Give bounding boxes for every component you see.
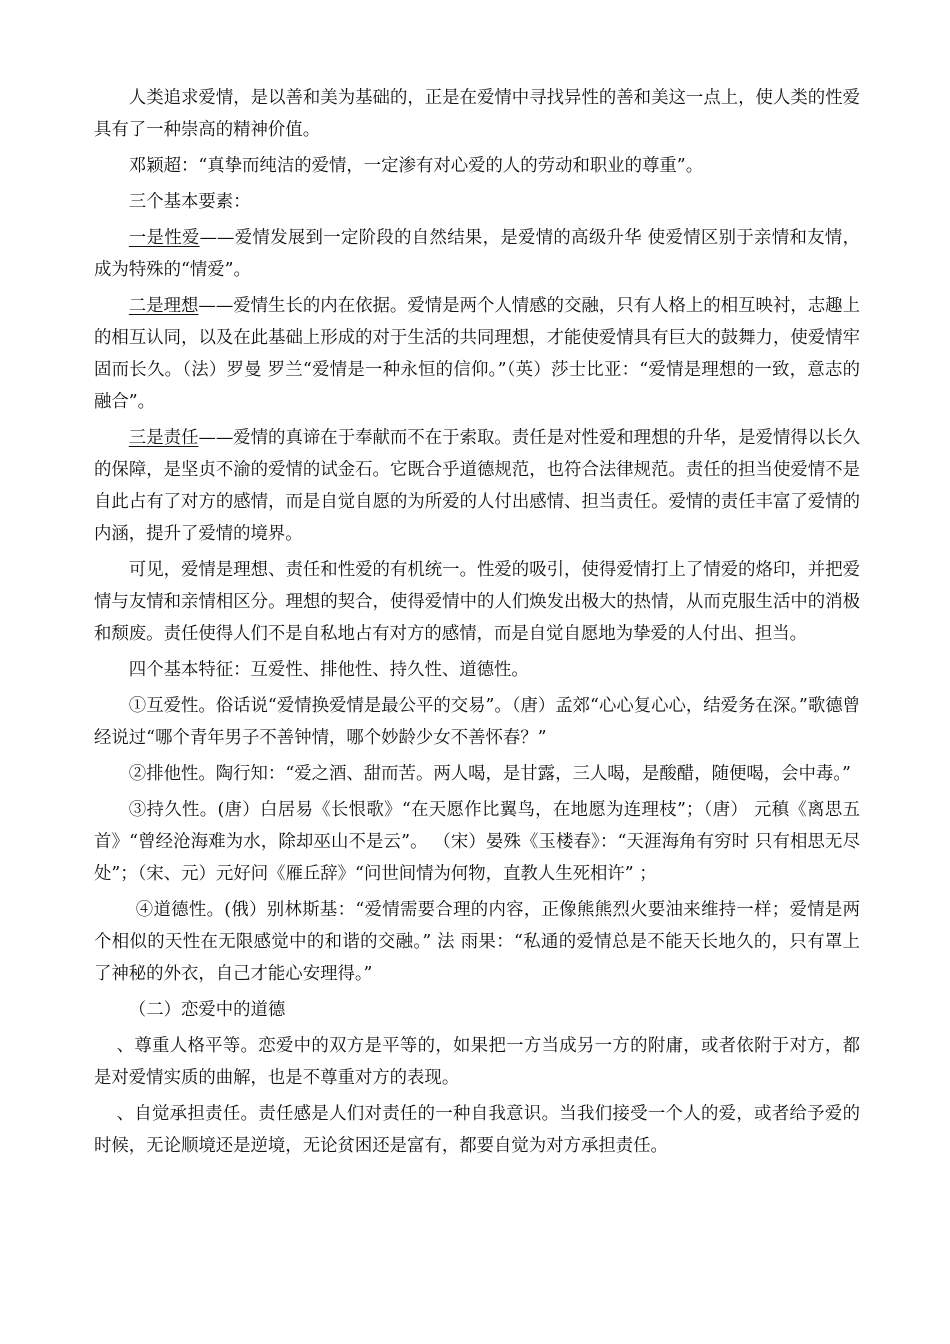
paragraph-element-sexual-love bbox=[94, 222, 860, 286]
paragraph-unity-summary: 可见，爱情是理想、责任和性爱的有机统一。性爱的吸引，使得爱情打上了情爱的烙印，并把爱情与友情和亲情相区分。理想的契合，使得爱情中的人们焕发出极大的热情，从而克服生活中的消极和颓废。责任使得人们不是自私地占有对方的感情，而是自觉自愿地为挚爱的人付出、担当。 bbox=[94, 560, 860, 644]
element-responsibility-text: ——爱情的真谛在于奉献而不在于索取。责任是对性爱和理想的升华，是爱情得以长久的保障，是坚贞不渝的爱情的试金石。它既合乎道德规范，也符合法律规范。责任的担当使爱情不是自此占有了对方的感情，而是自觉自愿的为所爱的人付出感情、担当责任。爱情的责任丰富了爱情的内涵，提升了爱情的境界。 bbox=[94, 428, 860, 544]
section-heading-love-morality: （二）恋爱中的道德 bbox=[128, 1000, 286, 1020]
paragraph-four-features-heading: 四个基本特征：互爱性、排他性、持久性、道德性。 bbox=[128, 660, 529, 680]
paragraph-deng-yingchao-quote: 邓颖超：“真挚而纯洁的爱情，一定渗有对心爱的人的劳动和职业的尊重”。 bbox=[128, 156, 704, 176]
paragraph-feature-lasting: ③持久性。(唐）白居易《长恨歌》“在天愿作比翼鸟，在地愿为连理枝”；（唐） 元稹《离思五首》“曾经沧海难为水，除却巫山不是云”。 （宋）晏殊《玉楼春》：“天涯海角有穷时 只有相思无尽处”；（宋、元）元好问《雁丘辞》“问世间情为何物，直教人生死相许” ； bbox=[94, 800, 860, 884]
element-sexual-love-label: 一是性爱 bbox=[128, 228, 200, 248]
paragraph-three-elements-heading: 三个基本要素： bbox=[128, 192, 251, 212]
paragraph-element-responsibility bbox=[94, 422, 860, 550]
paragraph-respect-equality: 、尊重人格平等。恋爱中的双方是平等的，如果把一方当成另一方的附庸，或者依附于对方，都是对爱情实质的曲解，也是不尊重对方的表现。 bbox=[94, 1036, 860, 1088]
element-sexual-love-text: ——爱情发展到一定阶段的自然结果，是爱情的高级升华 使爱情区别于亲情和友情，成为特殊的“情爱”。 bbox=[94, 228, 860, 280]
element-responsibility-label: 三是责任 bbox=[128, 428, 199, 448]
element-ideal-text: ——爱情生长的内在依据。爱情是两个人情感的交融，只有人格上的相互映衬，志趣上的相互认同，以及在此基础上形成的对于生活的共同理想，才能使爱情具有巨大的鼓舞力，使爱情牢固而长久。（法）罗曼 罗兰“爱情是一种永恒的信仰。”（英）莎士比亚：“爱情是理想的一致，意志的融合”。 bbox=[94, 296, 860, 412]
paragraph-element-ideal bbox=[94, 290, 860, 418]
paragraph-feature-moral: ④道德性。(俄）别林斯基：“爱情需要合理的内容，正像熊熊烈火要油来维持一样；爱情是两个相似的天性在无限感觉中的和谐的交融。” 法 雨果：“私通的爱情总是不能天长地久的，只有罩上了神秘的外衣，自己才能心安理得。” bbox=[94, 900, 860, 984]
element-ideal-label: 二是理想 bbox=[128, 296, 199, 316]
paragraph-pursuit-of-love: 人类追求爱情，是以善和美为基础的，正是在爱情中寻找异性的善和美这一点上，使人类的性爱具有了一种崇高的精神价值。 bbox=[94, 88, 860, 140]
paragraph-bear-responsibility: 、自觉承担责任。责任感是人们对责任的一种自我意识。当我们接受一个人的爱，或者给予爱的时候，无论顺境还是逆境，无论贫困还是富有，都要自觉为对方承担责任。 bbox=[94, 1104, 860, 1156]
paragraph-feature-exclusive: ②排他性。陶行知：“爱之酒、甜而苦。两人喝，是甘露，三人喝，是酸醋，随便喝，会中毒。” bbox=[128, 764, 851, 784]
paragraph-feature-mutual: ①互爱性。俗话说“爱情换爱情是最公平的交易”。（唐）孟郊“心心复心心，结爱务在深。”歌德曾经说过“哪个青年男子不善钟情，哪个妙龄少女不善怀春？” bbox=[94, 696, 860, 748]
